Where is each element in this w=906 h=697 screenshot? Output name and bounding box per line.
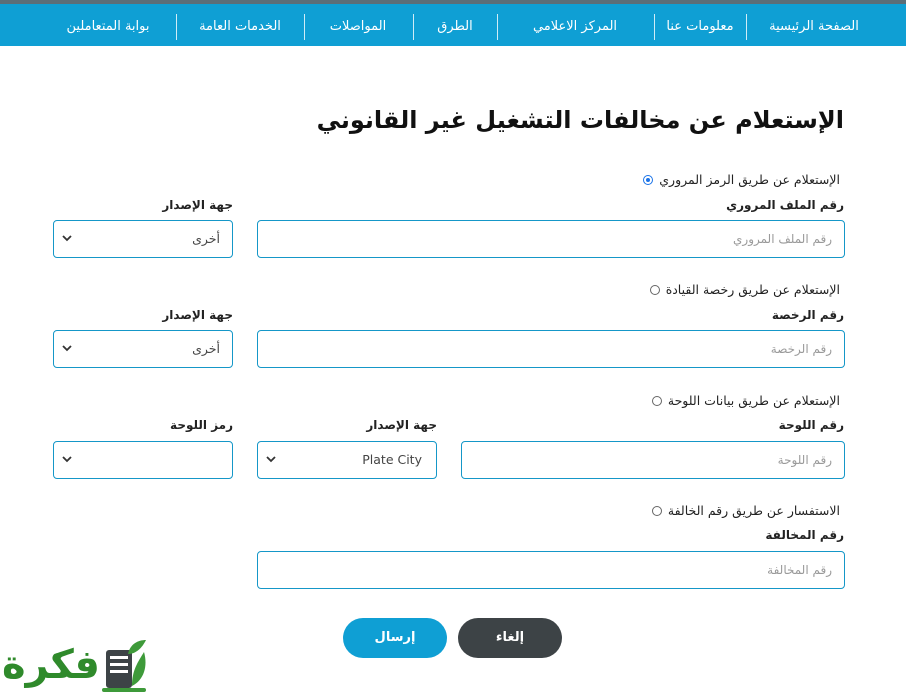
violation-number-label: رقم المخالفة xyxy=(765,528,844,542)
radio-label: الاستفسار عن طريق رقم الخالفة xyxy=(667,503,840,518)
radio-plate-data[interactable] xyxy=(652,393,840,408)
violation-number-input[interactable] xyxy=(257,551,845,589)
traffic-file-input[interactable] xyxy=(257,220,845,258)
cancel-button[interactable]: إلغاء xyxy=(458,618,562,658)
nav-item-customer-portal[interactable]: بوابة المتعاملين xyxy=(66,19,150,34)
nav-separator xyxy=(176,14,177,40)
chevron-down-icon xyxy=(62,233,72,243)
issuer-select-value: أخرى xyxy=(192,231,220,246)
nav-item-public-services[interactable]: الخدمات العامة xyxy=(199,19,281,34)
issuer-label: جهة الإصدار xyxy=(366,418,437,432)
radio-button[interactable] xyxy=(652,396,662,406)
plate-number-label: رقم اللوحة xyxy=(778,418,844,432)
chevron-down-icon xyxy=(62,343,72,353)
top-nav-bar xyxy=(0,0,906,46)
nav-separator xyxy=(304,14,305,40)
page-title: الإستعلام عن مخالفات التشغيل غير القانوني xyxy=(316,106,844,134)
traffic-file-label: رقم الملف المروري xyxy=(726,198,844,212)
issuer-label: جهة الإصدار xyxy=(162,198,233,212)
nav-separator xyxy=(654,14,655,40)
nav-item-media-center[interactable]: المركز الاعلامي xyxy=(532,19,618,34)
site-logo xyxy=(0,632,160,697)
plate-code-select[interactable] xyxy=(53,441,233,479)
plate-city-select[interactable] xyxy=(257,441,437,479)
nav-separator xyxy=(413,14,414,40)
radio-traffic-code[interactable] xyxy=(643,172,840,187)
radio-button[interactable] xyxy=(650,285,660,295)
license-number-input[interactable] xyxy=(257,330,845,368)
logo-text: فكرة xyxy=(2,642,100,688)
submit-button[interactable]: إرسال xyxy=(343,618,447,658)
radio-violation-number[interactable] xyxy=(652,503,840,518)
nav-item-home[interactable]: الصفحة الرئيسية xyxy=(769,19,859,34)
issuer-select[interactable] xyxy=(53,220,233,258)
issuer-select[interactable] xyxy=(53,330,233,368)
nav-item-transport[interactable]: المواصلات xyxy=(329,19,387,34)
chevron-down-icon xyxy=(266,454,276,464)
nav-item-roads[interactable]: الطرق xyxy=(437,19,473,34)
nav-separator xyxy=(497,14,498,40)
nav-item-about[interactable]: معلومات عنا xyxy=(666,19,734,34)
issuer-select-value: أخرى xyxy=(192,341,220,356)
radio-label: الإستعلام عن طريق بيانات اللوحة xyxy=(667,393,840,408)
radio-label: الإستعلام عن طريق رخصة القيادة xyxy=(665,282,840,297)
plate-number-input[interactable] xyxy=(461,441,845,479)
chevron-down-icon xyxy=(62,454,72,464)
radio-button-checked[interactable] xyxy=(643,175,653,185)
plate-code-label: رمز اللوحة xyxy=(170,418,233,432)
license-number-label: رقم الرخصة xyxy=(771,308,844,322)
plate-city-select-value: Plate City xyxy=(362,452,422,467)
radio-button[interactable] xyxy=(652,506,662,516)
radio-driving-license[interactable] xyxy=(650,282,840,297)
radio-label: الإستعلام عن طريق الرمز المروري xyxy=(659,172,840,187)
nav-separator xyxy=(746,14,747,40)
issuer-label: جهة الإصدار xyxy=(162,308,233,322)
book-leaf-icon xyxy=(98,636,154,696)
